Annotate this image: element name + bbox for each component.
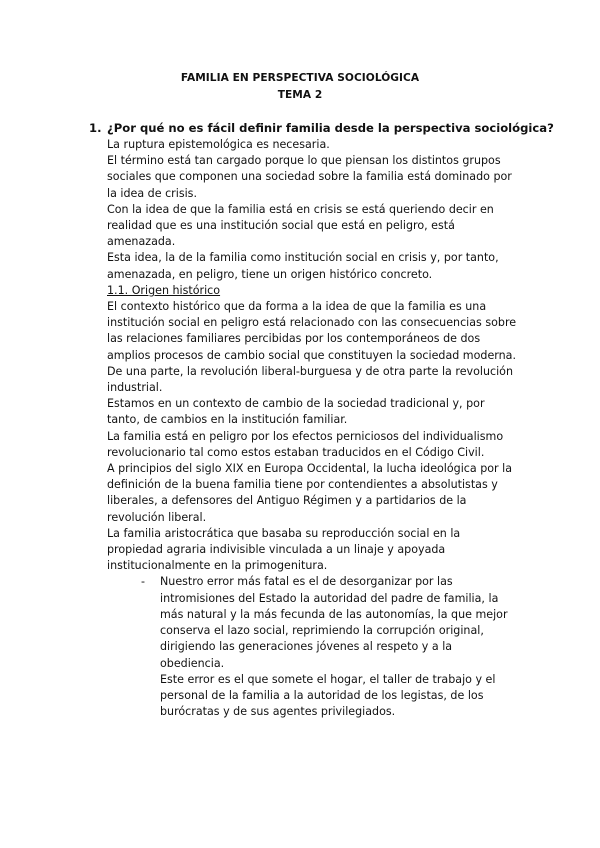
document-title: FAMILIA EN PERSPECTIVA SOCIOLÓGICA (180, 72, 420, 84)
paragraph: El término está tan cargado porque lo que piensan los distintos grupos sociales que componen una sociedad sobre la familia está dominado por la idea de crisis. (107, 154, 512, 200)
document-body (107, 137, 517, 720)
quote-list-item (141, 574, 512, 720)
document-subtitle: TEMA 2 (277, 89, 323, 101)
quote-paragraph: Este error es el que somete el hogar, el taller de trabajo y el personal de la familia a la autoridad de los legistas, de los burócratas y de sus agentes privilegiados. (160, 672, 496, 719)
paragraph: La ruptura epistemológica es necesaria. (107, 138, 330, 151)
list-dash: - (141, 575, 146, 589)
question-heading: ¿Por qué no es fácil definir familia desde la perspectiva sociológica? (107, 121, 554, 135)
quote-paragraph: Nuestro error más fatal es el de desorganizar por las intromisiones del Estado la autoridad del padre de familia, la más natural y la más fecunda de las autonomías, la que mejor conserva el lazo social, reprimiendo la corrupción original, dirigiendo las generaciones jóvenes al respeto y a la obediencia. (160, 575, 508, 670)
paragraph: Estamos en un contexto de cambio de la sociedad tradicional y, por tanto, de cambios en la institución familiar. (107, 397, 485, 427)
paragraph: Esta idea, la de la familia como institución social en crisis y, por tanto, amenazada, en peligro, tiene un origen histórico concreto. (107, 251, 499, 281)
section-subheading: 1.1. Origen histórico (107, 283, 221, 297)
paragraph: Con la idea de que la familia está en crisis se está queriendo decir en realidad que es una institución social que está en peligro, está amenazada. (107, 202, 494, 249)
paragraph: A principios del siglo XIX en Europa Occidental, la lucha ideológica por la definición de la buena familia tiene por contendientes a absolutistas y liberales, a defensores del Antiguo Régimen y a partidarios de la revolución liberal. (107, 462, 513, 524)
paragraph: La familia aristocrática que basaba su reproducción social en la propiedad agraria indivisible vinculada a un linaje y apoyada institucionalmente en la primogenitura. (107, 526, 461, 573)
paragraph: El contexto histórico que da forma a la idea de que la familia es una institución social en peligro está relacionado con las consecuencias sobre las relaciones familiares percibidas por los contemporáneos de dos amplios procesos de cambio social que constituyen la sociedad moderna. De una parte, la revolución liberal-burguesa y de otra parte la revolución industrial. (107, 300, 517, 395)
paragraph: La familia está en peligro por los efectos perniciosos del individualismo revolucionario tal como estos estaban traducidos en el Código Civil. (107, 429, 504, 459)
question-number: 1. (89, 121, 102, 135)
